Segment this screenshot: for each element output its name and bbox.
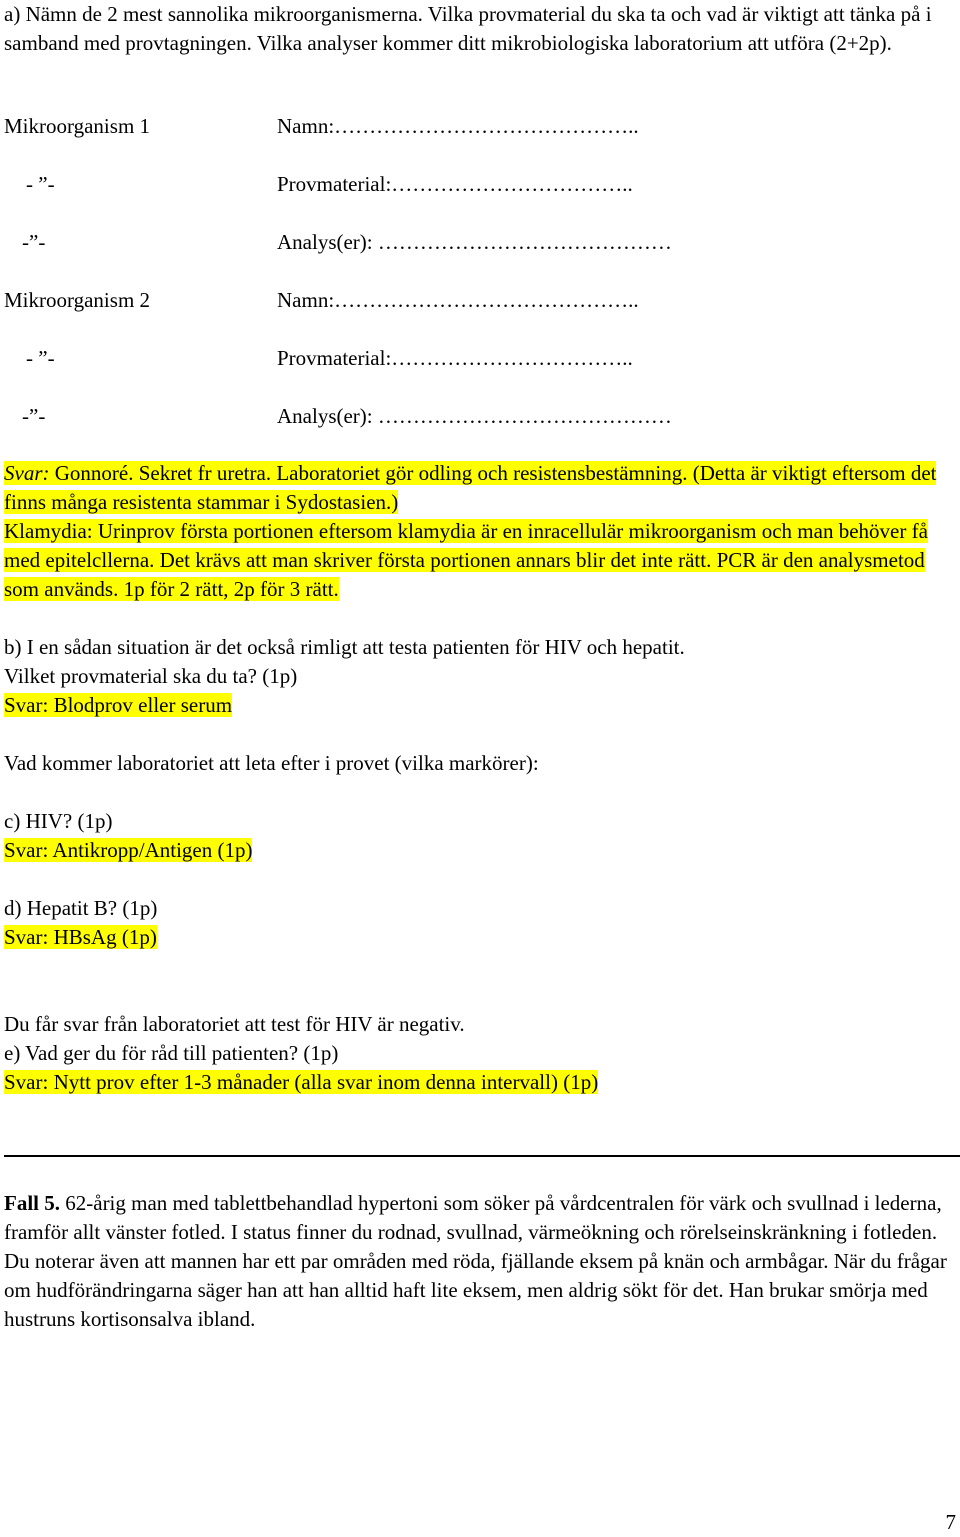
svar-label: Svar: <box>4 461 50 485</box>
form-row-organism-2-analysis <box>4 402 956 431</box>
case-5-body: 62-årig man med tablettbehandlad hypertoni som söker på vårdcentralen för värk och svullnad i lederna, framför allt vänster fotled. I status finner du rodnad, svullnad, värmeökning och rörelseinskränkning i fotleden. Du noterar även att mannen har ett par områden med röda, fjällande eksem på knän och armbågar. När du frågar om hudförändringarna säger han att han alltid haft lite eksem, men aldrig sökt för det. Han brukar smörja med hustruns kortisonsalva ibland. <box>4 1191 947 1331</box>
question-c-text: c) HIV? (1p) <box>4 809 113 833</box>
question-b-text1: b) I en sådan situation är det också rimligt att testa patienten för HIV och hepatit. <box>4 635 685 659</box>
form-row-organism-2-material <box>4 344 956 373</box>
form-row-label: -”- <box>22 404 46 428</box>
answer-c-text: Svar: Antikropp/Antigen (1p) <box>4 838 253 862</box>
answer-b-text: Svar: Blodprov eller serum <box>4 693 233 717</box>
answer-c <box>4 836 954 865</box>
answer-d-text: Svar: HBsAg (1p) <box>4 925 157 949</box>
form-row-field: Namn:…………………………………….. <box>277 114 639 138</box>
form-row-label: Mikroorganism 1 <box>4 114 151 138</box>
form-row-field: Analys(er): …………………………………… <box>277 404 672 428</box>
case-5-text <box>4 1189 954 1334</box>
form-row-label: - ”- <box>26 172 55 196</box>
form-row-organism-2-name <box>4 286 956 315</box>
form-row-organism-1-name <box>4 112 956 141</box>
answer-a-chlamydia <box>4 517 954 604</box>
answer-e <box>4 1068 954 1097</box>
question-a-text: a) Nämn de 2 mest sannolika mikroorganismerna. Vilka provmaterial du ska ta och vad är viktigt att tänka på i samband med provtagningen. Vilka analyser kommer ditt mikrobiologiska laboratorium att utföra (2+2p). <box>4 2 932 55</box>
document-page <box>4 0 956 1536</box>
answer-e-text: Svar: Nytt prov efter 1-3 månader (alla svar inom denna intervall) (1p) <box>4 1070 599 1094</box>
section-divider <box>4 1155 960 1157</box>
form-row-label: -”- <box>22 230 46 254</box>
answer-a-gonorrhea <box>4 459 954 517</box>
question-d-text: d) Hepatit B? (1p) <box>4 896 158 920</box>
question-e-intro: Du får svar från laboratoriet att test för HIV är negativ. <box>4 1012 465 1036</box>
question-e-text: e) Vad ger du för råd till patienten? (1p) <box>4 1041 339 1065</box>
form-row-label: - ”- <box>26 346 55 370</box>
form-row-organism-1-analysis <box>4 228 956 257</box>
question-b-text2: Vilket provmaterial ska du ta? (1p) <box>4 664 298 688</box>
form-row-field: Namn:…………………………………….. <box>277 288 639 312</box>
page-number: 7 <box>945 1510 956 1534</box>
answer-a-line1: Gonnoré. Sekret fr uretra. Laboratoriet gör odling och resistensbestämning. (Detta är viktigt eftersom det finns många resistenta stammar i Sydostasien.) <box>4 461 937 514</box>
form-row-label: Mikroorganism 2 <box>4 288 151 312</box>
answer-a-line2: Klamydia: Urinprov första portionen eftersom klamydia är en inracellulär mikroorganism och man behöver få med epitelcllerna. Det krävs att man skriver första portionen annars blir det inte rätt. PCR är den analysmetod som används. 1p för 2 rätt, 2p för 3 rätt. <box>4 519 928 601</box>
form-row-field: Provmaterial:…………………………….. <box>277 172 633 196</box>
form-row-field: Provmaterial:…………………………….. <box>277 346 633 370</box>
case-5-label: Fall 5. <box>4 1191 60 1215</box>
form-row-field: Analys(er): …………………………………… <box>277 230 672 254</box>
markers-intro: Vad kommer laboratoriet att leta efter i provet (vilka markörer): <box>4 751 539 775</box>
form-row-organism-1-material <box>4 170 956 199</box>
answer-d <box>4 923 954 952</box>
answer-b <box>4 691 954 720</box>
